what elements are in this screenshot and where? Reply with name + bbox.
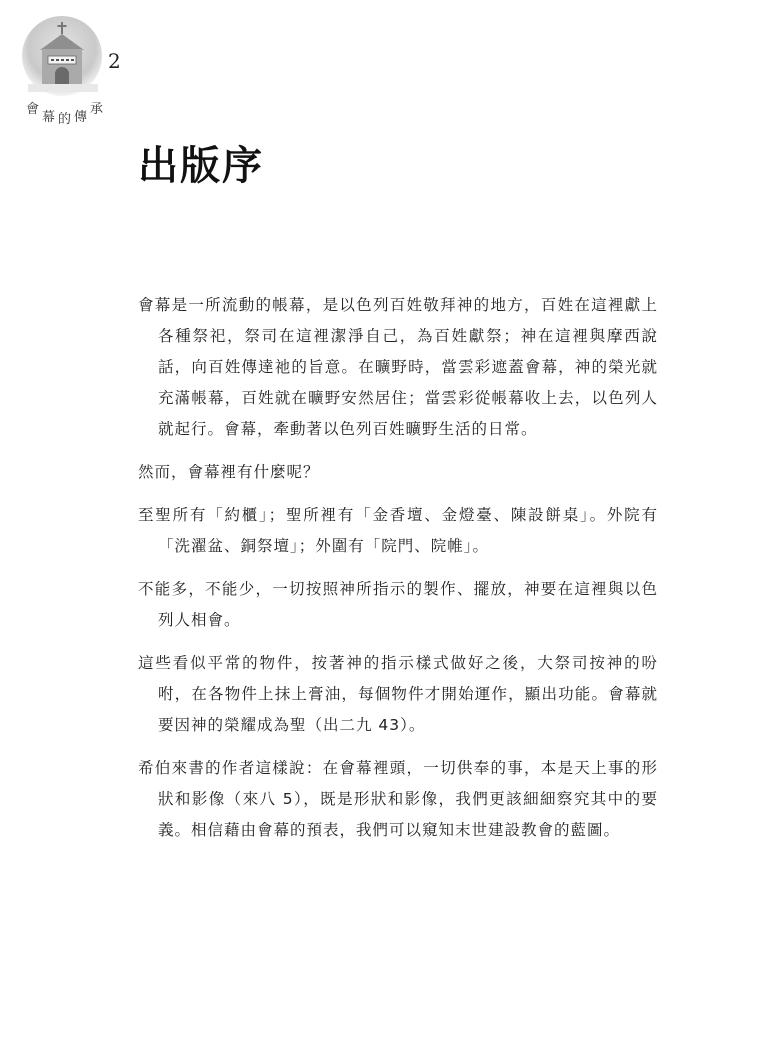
paragraph: 這些看似平常的物件，按著神的指示樣式做好之後，大祭司按神的吩咐，在各物件上抹上膏油，每個物件才開始運作，顯出功能。會幕就要因神的榮耀成為聖（出二九 43）。 — [138, 654, 658, 734]
preface-body — [138, 290, 658, 858]
paragraph: 希伯來書的作者這樣說：在會幕裡頭，一切供奉的事，本是天上事的形狀和影像（來八 5），既是形狀和影像，我們更該細細察究其中的要義。相信藉由會幕的預表，我們可以窺知末世建設教會的藍圖。 — [138, 759, 658, 839]
page-number: 2 — [108, 49, 121, 73]
page-title: 出版序 — [138, 142, 264, 189]
paragraph: 然而，會幕裡有什麼呢？ — [138, 463, 320, 481]
paragraph: 會幕是一所流動的帳幕，是以色列百姓敬拜神的地方，百姓在這裡獻上各種祭祀，祭司在這裡潔淨自己，為百姓獻祭；神在這裡與摩西說話，向百姓傳達祂的旨意。在曠野時，當雲彩遮蓋會幕，神的榮光就充滿帳幕，百姓就在曠野安然居住；當雲彩從帳幕收上去，以色列人就起行。會幕，牽動著以色列百姓曠野生活的日常。 — [138, 296, 658, 438]
book-logo — [18, 14, 110, 126]
church-emblem-icon — [18, 14, 110, 100]
paragraph: 不能多，不能少，一切按照神所指示的製作、擺放，神要在這裡與以色列人相會。 — [138, 580, 658, 629]
book-title-logo-text: 會 幕 的 傳 承 — [26, 102, 104, 127]
paragraph: 至聖所有「約櫃」；聖所裡有「金香壇、金燈臺、陳設餅桌」。外院有「洗濯盆、銅祭壇」；外圍有「院門、院帷」。 — [138, 506, 658, 555]
